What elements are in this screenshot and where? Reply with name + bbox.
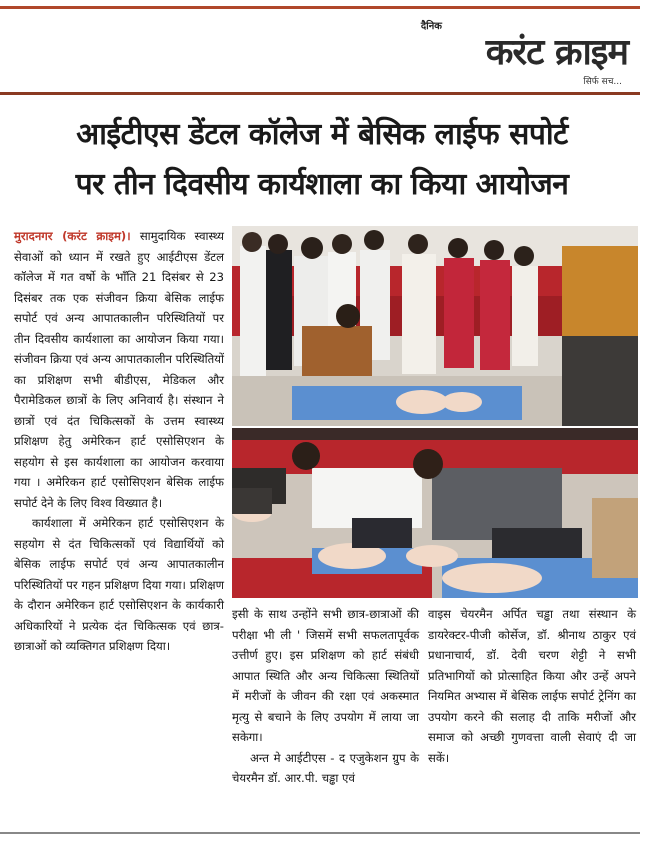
- top-rule: [0, 6, 640, 9]
- article-column-2: [232, 604, 419, 789]
- bottom-rule: [0, 832, 640, 834]
- photo-cpr-group-image: [232, 226, 638, 426]
- article-column-3: [428, 604, 636, 768]
- masthead-tagline: सिर्फ सच...: [583, 77, 622, 87]
- article-paragraph-5: वाइस चेयरमैन अर्पित चड्ढा तथा संस्थान के डायरेक्टर-पीजी कोर्सेज, डॉ. श्रीनाथ ठाकुर एवं प्रधानाचार्य, डॉ. देवी चरण शेट्टी ने सभी प्रतिभागियों को प्रोत्साहित किया और उन्हें अपने नियमित अभ्यास में बेसिक लाईफ सपोर्ट ट्रेनिंग का उपयोग करने की सलाह दी ताकि मरीजों और समाज को अच्छी गुणवत्ता वाली सेवाएं दी जा सकें।: [428, 607, 636, 765]
- photo-cpr-practice: [232, 428, 638, 598]
- article-paragraph-2: कार्यशाला में अमेरिकन हार्ट एसोसिएशन के सहयोग से दंत चिकित्सकों एवं विद्यार्थियों को बेसिक लाईफ सपोर्ट एवं अन्य आपातकालीन परिस्थितियों पर गहन प्रशिक्षण दिया गया। प्रशिक्षण के दौरान अमेरिकन हार्ट एसोसिएशन के कार्यकारी अधिकारियों ने प्रत्येक दंत चिकित्सक एवं छात्र-छात्राओं को व्यक्तिगत प्रशिक्षण दिया।: [14, 516, 224, 653]
- photo-cpr-practice-image: [232, 428, 638, 598]
- article-paragraph-4: अन्त मे आईटीएस - द एजुकेशन ग्रुप के चेयरमैन डॉ. आर.पी. चड्ढा एवं: [232, 750, 419, 785]
- headline-line-2: पर तीन दिवसीय कार्यशाला का किया आयोजन: [75, 167, 569, 202]
- article-column-1: [14, 226, 224, 657]
- article-text-1: सामुदायिक स्वास्थ्य सेवाओं को ध्यान में रखते हुए आईटीएस डेंटल कॉलेज में गत वर्षो के भाँति 21 दिसंबर से 23 दिसंबर तक एक संजीवन क्रिया बेसिक लाईफ सपोर्ट एवं अन्य आपातकालीन परिस्थितियों पर तीन दिवसीय कार्यशाला का आयोजन किया गया। संजीवन क्रिया एवं अन्य आपातकालीन परिस्थितियों का प्रशिक्षण सभी बीडीएस, मेडिकल और पैरामेडिकल छात्रों के लिए अनिवार्य है। संस्थान ने छात्रों एवं दंत चिकित्सकों के उत्तम स्वास्थ्य प्रशिक्षण हेतु अमेरिकन हार्ट एसोसिएशन के सहयोग से इस कार्यशाला का आयोजन करवाया गया । अमेरिकन हार्ट एसोसिएशन बेसिक लाईफ सपोर्ट देने के लिए विश्व विख्यात है।: [14, 229, 224, 510]
- masthead-rule: [0, 92, 640, 95]
- masthead-title: करंट क्राइम: [485, 32, 628, 73]
- masthead: [388, 14, 628, 87]
- photo-cpr-group: [232, 226, 638, 426]
- headline: [14, 110, 630, 210]
- article-paragraph-1: [14, 226, 224, 513]
- article-paragraph-3: इसी के साथ उन्होंने सभी छात्र-छात्राओं की परीक्षा भी ली ' जिसमें सभी सफलतापूर्वक उत्तीर्ण हुए। इस प्रशिक्षण को हार्ट संबंधी आपात स्थिति और अन्य चिकित्सा स्थितियों में मरीजों के जीवन की रक्षा एवं अकस्मात मृत्यु से बचाने के लिए उपयोग में लाया जा सकेगा।: [232, 607, 419, 744]
- headline-line-1: आईटीएस डेंटल कॉलेज में बेसिक लाईफ सपोर्ट: [76, 117, 568, 152]
- dateline: मुरादनगर (करंट क्राइम)।: [14, 229, 131, 243]
- masthead-prefix: दैनिक: [420, 21, 442, 32]
